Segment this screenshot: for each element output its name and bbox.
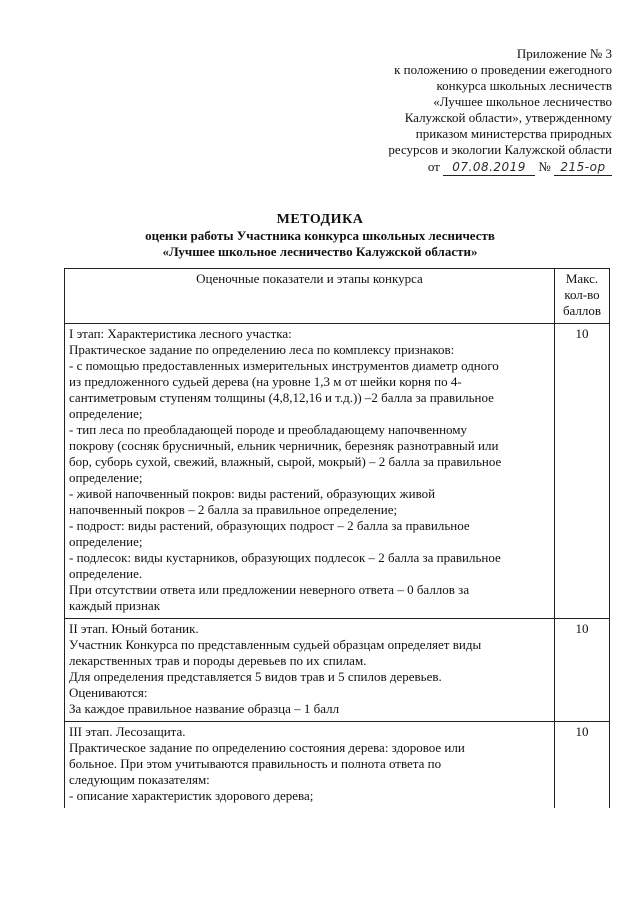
appendix-line: к положению о проведении ежегодного — [394, 62, 612, 77]
header-max-points — [555, 269, 610, 324]
header-indicators: Оценочные показатели и этапы конкурса — [65, 269, 555, 324]
text-line: напочвенный покров – 2 балла за правильное определение; — [69, 502, 398, 517]
appendix-line: ресурсов и экологии Калужской области — [388, 142, 612, 157]
appendix-line: Калужской области», утвержденному — [404, 110, 612, 125]
text-line: Для определения представляется 5 видов трав и 5 спилов деревьев. — [69, 669, 442, 684]
text-line: За каждое правильное название образца – 1 балл — [69, 701, 340, 716]
title-line: «Лучшее школьное лесничество Калужской области» — [162, 244, 478, 259]
header-max-line: баллов — [562, 303, 602, 318]
text-line: Практическое задание по определению состояния дерева: здоровое или — [69, 740, 465, 755]
text-line: - тип леса по преобладающей породе и преобладающему напочвенному — [69, 422, 468, 437]
order-date-number-line — [312, 159, 612, 176]
title-line: оценки работы Участника конкурса школьных лесничеств — [145, 228, 495, 243]
table-row — [65, 722, 610, 809]
header-max-line: Макс. — [565, 271, 599, 286]
handwritten-number: 215-ор — [554, 159, 612, 176]
text-line: определение. — [69, 566, 143, 581]
text-line: определение; — [69, 406, 143, 421]
stage-description — [65, 324, 555, 619]
text-line: При отсутствии ответа или предложении неверного ответа – 0 баллов за — [69, 582, 470, 597]
text-line: покрову (сосняк брусничный, ельник черничник, березняк разнотравный или — [69, 438, 499, 453]
text-line: определение; — [69, 470, 143, 485]
text-line: - подлесок: виды кустарников, образующих подлесок – 2 балла за правильное — [69, 550, 501, 565]
table-header-row — [65, 269, 610, 324]
text-line: II этап. Юный ботаник. — [69, 621, 199, 636]
text-line: больное. При этом учитываются правильность и полнота ответа по — [69, 756, 442, 771]
text-line: III этап. Лесозащита. — [69, 724, 186, 739]
text-line: сантиметровым ступеням толщины (4,8,12,16 и т.д.)) –2 балла за правильное — [69, 390, 494, 405]
appendix-line: «Лучшее школьное лесничество — [433, 94, 612, 109]
stage-description — [65, 619, 555, 722]
number-label: № — [538, 159, 551, 174]
appendix-line: Приложение № 3 — [516, 46, 612, 61]
text-line: бор, суборь сухой, свежий, влажный, сырой, мокрый) – 2 балла за правильное — [69, 454, 502, 469]
text-line: Участник Конкурса по представленным судьей образцам определяет виды — [69, 637, 482, 652]
text-line: из предложенного судьей дерева (на уровне 1,3 м от шейки корня по 4- — [69, 374, 462, 389]
max-points: 10 — [555, 619, 610, 722]
text-line: - с помощью предоставленных измерительных инструментов диаметр одного — [69, 358, 499, 373]
table-row — [65, 324, 610, 619]
text-line: - подрост: виды растений, образующих подрост – 2 балла за правильное — [69, 518, 470, 533]
appendix-line: приказом министерства природных — [415, 126, 612, 141]
text-line: каждый признак — [69, 598, 161, 613]
evaluation-table — [64, 268, 610, 808]
document-title — [0, 212, 640, 260]
text-line: определение; — [69, 534, 143, 549]
stage-description — [65, 722, 555, 809]
text-line: Оцениваются: — [69, 685, 148, 700]
text-line: Практическое задание по определению леса по комплексу признаков: — [69, 342, 455, 357]
max-points: 10 — [555, 722, 610, 809]
text-line: I этап: Характеристика лесного участка: — [69, 326, 292, 341]
header-max-line: кол-во — [564, 287, 600, 302]
appendix-line: конкурса школьных лесничеств — [436, 78, 612, 93]
handwritten-date: 07.08.2019 — [443, 159, 535, 176]
title-main: МЕТОДИКА — [276, 212, 364, 227]
text-line: - живой напочвенный покров: виды растений, образующих живой — [69, 486, 436, 501]
text-line: лекарственных трав и породы деревьев по их спилам. — [69, 653, 367, 668]
text-line: следующим показателям: — [69, 772, 210, 787]
from-label: от — [427, 159, 440, 174]
text-line: - описание характеристик здорового дерева; — [69, 788, 314, 803]
appendix-header — [312, 46, 612, 176]
max-points: 10 — [555, 324, 610, 619]
table-row — [65, 619, 610, 722]
